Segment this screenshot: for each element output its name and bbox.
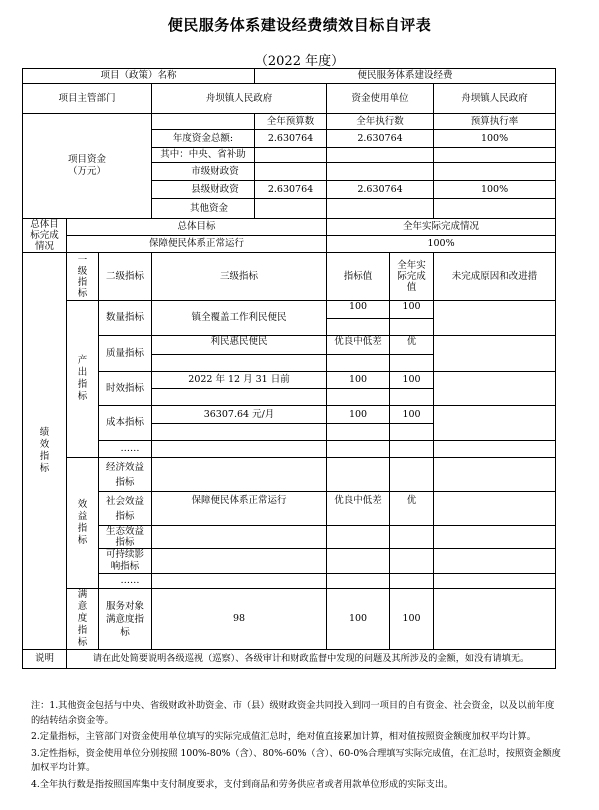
cost-text-blank xyxy=(152,424,327,441)
dept-value: 舟坝镇人民政府 xyxy=(152,84,327,114)
fund-row-rate xyxy=(434,148,556,163)
output-ellipsis-target xyxy=(327,441,390,458)
quantity-text: 镇全覆盖工作利民便民 xyxy=(152,301,327,336)
fund-row-exec xyxy=(327,163,434,181)
fund-row-budget: 2.630764 xyxy=(255,130,327,148)
fund-row-budget xyxy=(255,199,327,219)
time-target: 100 xyxy=(327,372,390,389)
col-rate: 预算执行率 xyxy=(434,114,556,130)
cost-reason xyxy=(434,406,556,441)
quality-text-blank xyxy=(152,355,327,372)
quantity-reason xyxy=(434,301,556,336)
satisfaction-text: 98 xyxy=(152,589,327,650)
project-name-label: 项目（政策）名称 xyxy=(23,69,255,84)
overall-goal-header: 总体目标 xyxy=(67,219,327,236)
output-ellipsis-text xyxy=(152,441,327,458)
fund-row-exec xyxy=(327,199,434,219)
user-label: 资金使用单位 xyxy=(327,84,434,114)
quality-target: 优良中低差 xyxy=(327,336,390,355)
output-indicator-label: 产 出 指 标 xyxy=(67,301,99,458)
header-reason: 未完成原因和改进措 xyxy=(434,253,556,301)
effect-ellipsis-actual xyxy=(390,574,434,589)
fund-row-label: 其他资金 xyxy=(152,199,255,219)
fund-row-label: 县级财政资 xyxy=(152,181,255,199)
time-actual: 100 xyxy=(390,372,434,389)
overall-actual-value: 100% xyxy=(327,236,556,253)
col-budget: 全年预算数 xyxy=(255,114,327,130)
satisfaction-sub-label: 服务对象 满意度指 标 xyxy=(99,589,152,650)
time-text: 2022 年 12 月 31 日前 xyxy=(152,372,327,389)
cost-target: 100 xyxy=(327,406,390,424)
output-ellipsis-actual xyxy=(390,441,434,458)
fiscal-year: （2022 年度） xyxy=(254,54,345,69)
quality-target-blank xyxy=(327,355,390,372)
time-reason xyxy=(434,372,556,406)
page-title: 便民服务体系建设经费绩效目标自评表 xyxy=(167,16,432,34)
user-value: 舟坝镇人民政府 xyxy=(434,84,556,114)
fund-row-budget xyxy=(255,163,327,181)
quality-text: 利民惠民便民 xyxy=(152,336,327,355)
quantity-label: 数量指标 xyxy=(99,301,152,336)
economic-text xyxy=(152,458,327,492)
economic-label: 经济效益 指标 xyxy=(99,458,152,492)
fund-row-exec: 2.630764 xyxy=(327,130,434,148)
fund-row-label: 年度资金总额: xyxy=(152,130,255,148)
quantity-actual: 100 xyxy=(390,301,434,319)
ecology-target xyxy=(327,526,390,549)
sustain-text xyxy=(152,549,327,574)
sustain-label: 可持续影 响指标 xyxy=(99,549,152,574)
header-level2: 二级指标 xyxy=(99,253,152,301)
output-ellipsis-reason xyxy=(434,441,556,458)
quantity-target: 100 xyxy=(327,301,390,319)
cost-target-blank xyxy=(327,424,390,441)
quality-label: 质量指标 xyxy=(99,336,152,372)
header-target: 指标值 xyxy=(327,253,390,301)
cost-text: 36307.64 元/月 xyxy=(152,406,327,424)
fund-row-label: 其中：中央、省补助 xyxy=(152,148,255,163)
fund-row-exec xyxy=(327,148,434,163)
fund-row-rate: 100% xyxy=(434,181,556,199)
footnote-1: 注：1.其他资金包括与中央、省级财政补助资金、市（县）级财政资金共同投入到同一项目的自有资金、社会资金，以及以前年度的结转结余资金等。 xyxy=(31,700,555,726)
effect-ellipsis-text xyxy=(152,574,327,589)
fund-row-budget: 2.630764 xyxy=(255,181,327,199)
evaluation-table xyxy=(22,68,556,669)
satisfaction-target: 100 xyxy=(327,589,390,650)
header-actual: 全年实 际完成 值 xyxy=(390,253,434,301)
fund-row-rate xyxy=(434,163,556,181)
fund-row-budget xyxy=(255,148,327,163)
time-label: 时效指标 xyxy=(99,372,152,406)
cost-actual: 100 xyxy=(390,406,434,424)
footnotes xyxy=(31,699,561,793)
sustain-actual xyxy=(390,549,434,574)
funds-header-blank xyxy=(152,114,255,130)
fund-row-rate xyxy=(434,199,556,219)
quality-actual: 优 xyxy=(390,336,434,355)
economic-target xyxy=(327,458,390,492)
cost-label: 成本指标 xyxy=(99,406,152,441)
effect-ellipsis-target xyxy=(327,574,390,589)
project-name-value: 便民服务体系建设经费 xyxy=(255,69,556,84)
remark-text: 请在此处简要说明各级巡视（巡察）、各级审计和财政监督中发现的问题及其所涉及的金额，如没有请填无。 xyxy=(67,650,556,669)
remark-label: 说明 xyxy=(23,650,67,669)
quality-reason xyxy=(434,336,556,372)
ecology-label: 生态效益 指标 xyxy=(99,526,152,549)
social-text: 保障便民体系正常运行 xyxy=(152,492,327,526)
indicators-section-label: 绩 效 指 标 xyxy=(23,253,67,650)
social-actual: 优 xyxy=(390,492,434,526)
dept-label: 项目主管部门 xyxy=(23,84,152,114)
effect-ellipsis-reason xyxy=(434,574,556,589)
ecology-reason xyxy=(434,526,556,549)
satisfaction-actual: 100 xyxy=(390,589,434,650)
footnote-3: 3.定性指标，资金使用单位分别按照 100%-80%（含）、80%-60%（含）、60-0%合理填写实际完成值，在汇总时，按照资金额度加权平均计算。 xyxy=(31,747,561,774)
fund-row-exec: 2.630764 xyxy=(327,181,434,199)
sustain-target xyxy=(327,549,390,574)
time-text-blank xyxy=(152,389,327,406)
quantity-actual-blank xyxy=(390,319,434,336)
time-actual-blank xyxy=(390,389,434,406)
overall-actual-header: 全年实际完成情况 xyxy=(327,219,556,236)
cost-actual-blank xyxy=(390,424,434,441)
funds-label: 项目资金 （万元） xyxy=(23,114,152,219)
economic-reason xyxy=(434,458,556,492)
social-reason xyxy=(434,492,556,526)
footnote-4: 4.全年执行数是指按照国库集中支付制度要求，支付到商品和劳务供应者或者用款单位形成的实际支出。 xyxy=(31,778,454,790)
social-label: 社会效益 指标 xyxy=(99,492,152,526)
satisfaction-indicator-label: 满 意 度 指 标 xyxy=(67,589,99,650)
footnote-2: 2.定量指标，主管部门对资金使用单位填写的实际完成值汇总时，绝对值直接累加计算，相对值按照资金额度加权平均计算。 xyxy=(31,731,536,743)
fund-row-rate: 100% xyxy=(434,130,556,148)
social-target: 优良中低差 xyxy=(327,492,390,526)
overall-goal-value: 保障便民体系正常运行 xyxy=(67,236,327,253)
effect-ellipsis: …… xyxy=(99,574,152,589)
quality-actual-blank xyxy=(390,355,434,372)
time-target-blank xyxy=(327,389,390,406)
header-level3: 三级指标 xyxy=(152,253,327,301)
satisfaction-reason xyxy=(434,589,556,650)
ecology-text xyxy=(152,526,327,549)
overall-label: 总体目 标完成 情况 xyxy=(23,219,67,253)
effect-indicator-label: 效 益 指 标 xyxy=(67,458,99,589)
quantity-target-blank xyxy=(327,319,390,336)
col-exec: 全年执行数 xyxy=(327,114,434,130)
header-level1: 一 级 指 标 xyxy=(67,253,99,301)
ecology-actual xyxy=(390,526,434,549)
economic-actual xyxy=(390,458,434,492)
fund-row-label: 市级财政资 xyxy=(152,163,255,181)
sustain-reason xyxy=(434,549,556,574)
output-ellipsis: …… xyxy=(99,441,152,458)
